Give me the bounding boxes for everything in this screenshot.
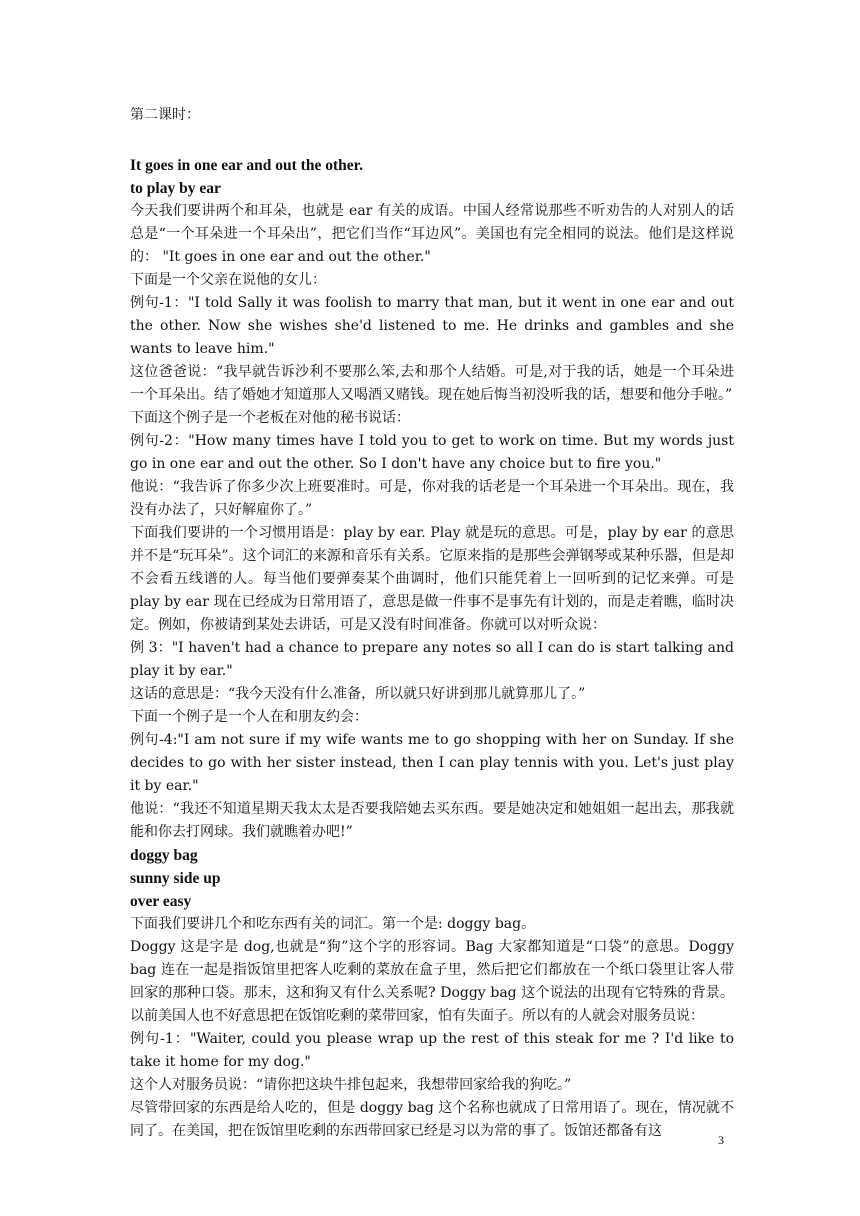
paragraph: 这个人对服务员说：“请你把这块牛排包起来，我想带回家给我的狗吃。” [130, 1077, 572, 1093]
paragraph: 下面是一个父亲在说他的女儿： [130, 272, 326, 288]
paragraph: 尽管带回家的东西是给人吃的，但是 doggy bag 这个名称也就成了日常用语了。现在，情况就不同了。在美国，把在饭馆里吃剩的东西带回家已经是习以为常的事了。饭馆还都备有这 [130, 1100, 734, 1139]
heading-in-one-ear: It goes in one ear and out the other. [130, 157, 363, 174]
paragraph: 这位爸爸说：“我早就告诉沙利不要那么笨,去和那个人结婚。可是,对于我的话，她是一个耳朵进一个耳朵出。结了婚她才知道那人又喝酒又赌钱。现在她后悔当初没听我的话，想要和他分手啦。” [130, 364, 734, 403]
paragraph: 这话的意思是：“我今天没有什么准备，所以就只好讲到那儿就算那儿了。” [130, 686, 586, 702]
example-sentence: 例句-1："Waiter, could you please wrap up the rest of this steak for me ? I'd like to take it home for my dog." [130, 1031, 734, 1070]
paragraph: 他说：“我还不知道星期天我太太是否要我陪她去买东西。要是她决定和她姐姐一起出去，那我就能和你去打网球。我们就瞧着办吧!” [130, 801, 734, 840]
paragraph: 下面一个例子是一个人在和朋友约会： [130, 709, 368, 725]
paragraph: 下面我们要讲的一个习惯用语是：play by ear. Play 就是玩的意思。可是，play by ear 的意思并不是“玩耳朵”。这个词汇的来源和音乐有关系。它原来指的是那些会弹钢琴或某种乐器，但是却不会看五线谱的人。每当他们要弹奏某个曲调时，他们只能凭着上一回听到的记忆来弹。可是 play by ear 现在已经成为日常用语了，意思是做一件事不是事先有计划的，而是走着瞧，临时决定。例如，你被请到某处去讲话，可是又没有时间准备。你就可以对听众说： [130, 525, 734, 633]
heading-play-by-ear: to play by ear [130, 180, 221, 197]
document-page [130, 104, 734, 1143]
paragraph: 下面这个例子是一个老板在对他的秘书说话： [130, 410, 410, 426]
example-sentence: 例 3："I haven't had a chance to prepare any notes so all I can do is start talking and play it by ear." [130, 640, 734, 679]
paragraph: 他说：“我告诉了你多少次上班要准时。可是，你对我的话老是一个耳朵进一个耳朵出。现在，我没有办法了，只好解雇你了。” [130, 479, 734, 518]
paragraph: 今天我们要讲两个和耳朵，也就是 ear 有关的成语。中国人经常说那些不听劝告的人对别人的话总是“一个耳朵进一个耳朵出”，把它们当作“耳边风”。美国也有完全相同的说法。他们是这样说的： "It goes in one ear and out the other." [130, 203, 734, 265]
paragraph: 下面我们要讲几个和吃东西有关的词汇。第一个是: doggy bag。 [130, 916, 536, 932]
paragraph: Doggy 这是字是 dog,也就是“狗”这个字的形容词。Bag 大家都知道是“口袋”的意思。Doggy bag 连在一起是指饭馆里把客人吃剩的菜放在盒子里，然后把它们都放在一个纸口袋里让客人带回家的那种口袋。那末，这和狗又有什么关系呢? Doggy bag 这个说法的出现有它特殊的背景。以前美国人也不好意思把在饭馆吃剩的菜带回家，怕有失面子。所以有的人就会对服务员说： [130, 939, 734, 1024]
example-sentence: 例句-4:"I am not sure if my wife wants me to go shopping with her on Sunday. If she decides to go with her sister instead, then I can play tennis with you. Let's just play it by ear." [130, 732, 734, 794]
example-sentence: 例句-1："I told Sally it was foolish to marry that man, but it went in one ear and out the other. Now she wishes she'd listened to me. He drinks and gambles and she wants to leave him." [130, 295, 734, 357]
lesson-label: 第二课时： [130, 107, 200, 123]
example-sentence: 例句-2："How many times have I told you to get to work on time. But my words just go in one ear and out the other. So I don't have any choice but to fire you." [130, 433, 734, 472]
page-number: 3 [718, 1133, 724, 1147]
heading-sunny-side-up: sunny side up [130, 870, 221, 887]
heading-doggy-bag: doggy bag [130, 847, 198, 864]
heading-over-easy: over easy [130, 893, 192, 910]
